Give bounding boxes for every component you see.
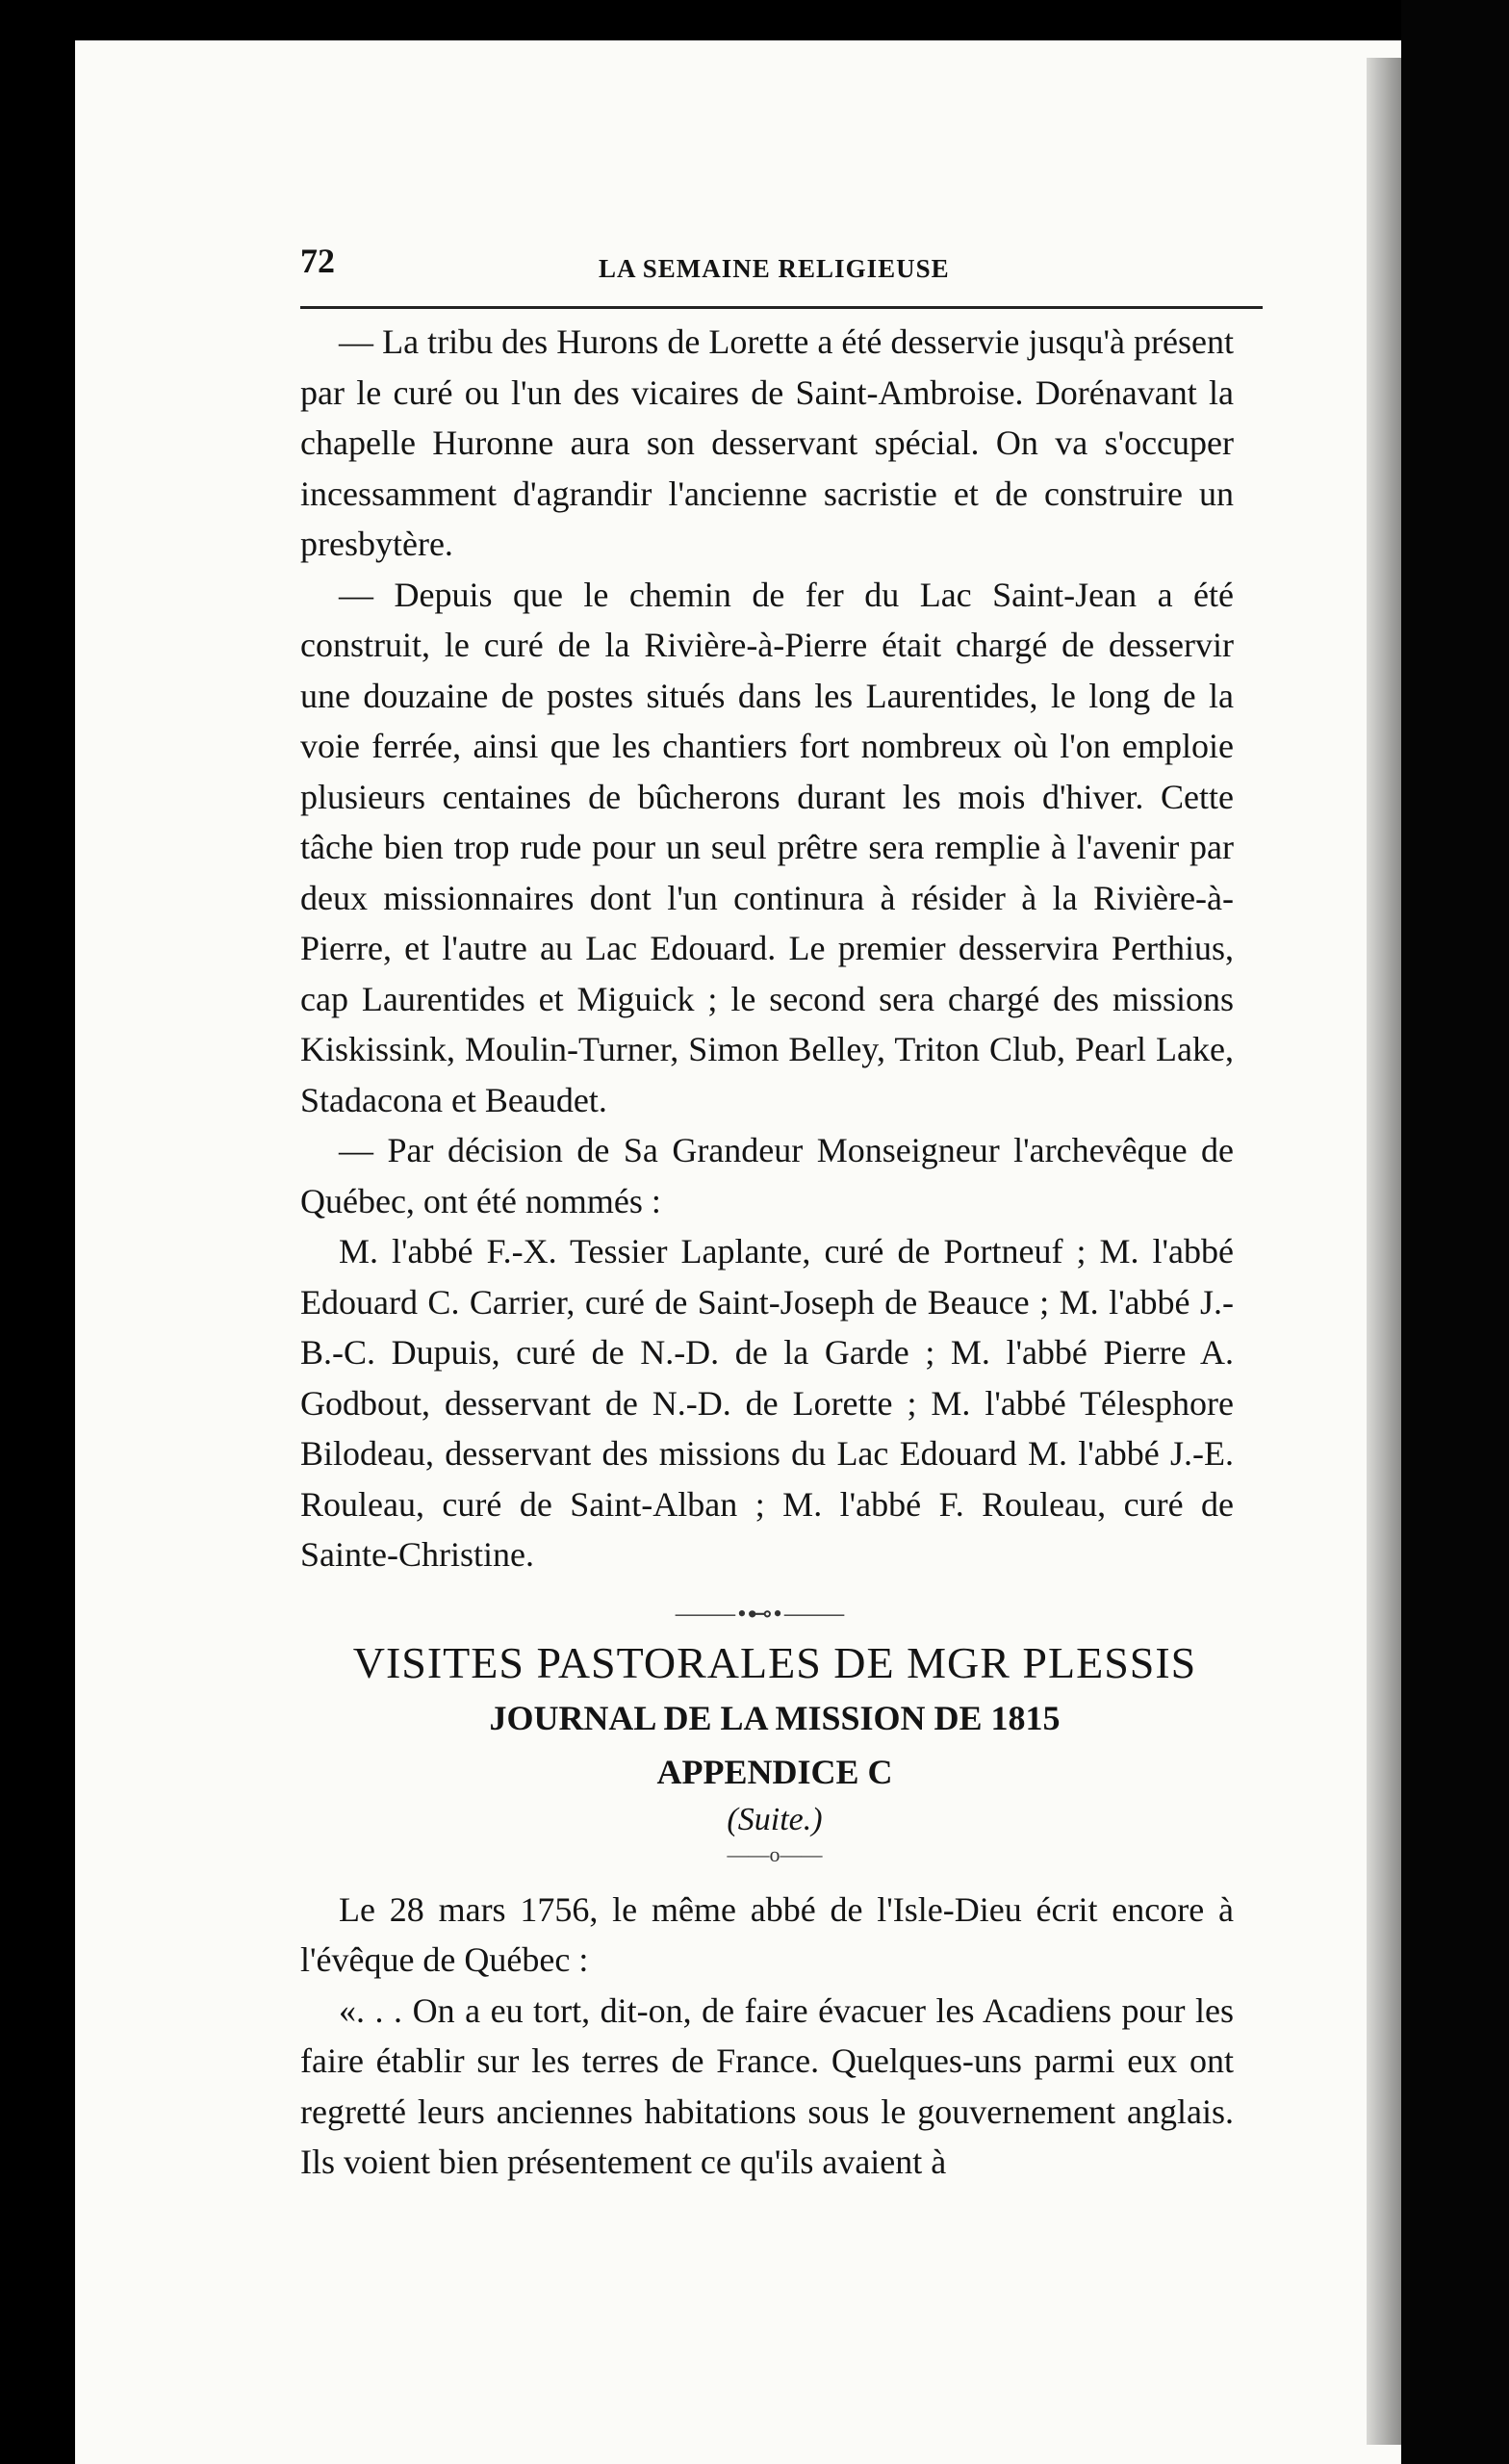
page-number: 72 [300,242,335,280]
appendix-body [271,1885,1234,2188]
news-paragraph-lac-saint-jean: — Depuis que le chemin de fer du Lac Saint-Jean a été construit, le curé de la Rivière-à-Pierre était chargé de desservir une douzaine de postes situés dans les Laurentides, le long de la voie ferrée, ainsi que les chantiers fort nombreux où l'on emploie plusieurs centaines de bûcherons durant les mois d'hiver. Cette tâche bien trop rude pour un seul prêtre sera remplie à l'avenir par deux missionnaires dont l'un continura à résider à la Rivière-à-Pierre, et l'autre au Lac Edouard. Le premier desservira Perthius, cap Laurentides et Miguick ; le second sera chargé des missions Kiskissink, Moulin-Turner, Simon Belley, Triton Club, Pearl Lake, Stadacona et Beaudet. [300,575,1234,1119]
appendix-paragraph-intro: Le 28 mars 1756, le même abbé de l'Isle-Dieu écrit encore à l'évêque de Québec : [300,1889,1234,1979]
scan-border [1401,0,1509,2464]
appendix-heading: APPENDICE C [656,1752,893,1791]
small-ornament: ——o—— [727,1841,823,1866]
section-ornament: ⸻•⊷•⸻ [674,1599,847,1628]
header-rule [300,306,1263,309]
suite-label: (Suite.) [727,1801,823,1837]
appendix-paragraph-quote: «. . . On a eu tort, dit-on, de faire évacuer les Acadiens pour les faire établir sur les terres de France. Quelques-uns parmi eux ont regretté leurs anciennes habitations sous le gouvernement anglais. Ils voient bien présentement ce qu'ils avaient à [300,1990,1234,2181]
page-edge-shadow [1367,58,1401,2445]
page-header [271,241,1249,296]
news-section [271,317,1234,1580]
section-subtitle: JOURNAL DE LA MISSION DE 1815 [489,1698,1061,1737]
news-paragraph-nominations: — Par décision de Sa Grandeur Monseigneur l'archevêque de Québec, ont été nommés : [300,1131,1234,1220]
running-head: LA SEMAINE RELIGIEUSE [599,254,950,283]
news-paragraph-appointees: M. l'abbé F.-X. Tessier Laplante, curé de Portneuf ; M. l'abbé Edouard C. Carrier, curé de Saint-Joseph de Beauce ; M. l'abbé J.-B.-C. Dupuis, curé de N.-D. de la Garde ; M. l'abbé Pierre A. Godbout, desservant de N.-D. de Lorette ; M. l'abbé Télesphore Bilodeau, desservant des missions du Lac Edouard M. l'abbé J.-E. Rouleau, curé de Saint-Alban ; M. l'abbé F. Rouleau, curé de Sainte-Christine. [300,1232,1234,1574]
news-paragraph-hurons: — La tribu des Hurons de Lorette a été desservie jusqu'à présent par le curé ou l'un des vicaires de Saint-Ambroise. Dorénavant la chapelle Huronne aura son desservant spécial. On va s'occuper incessamment d'agrandir l'ancienne sacristie et de construire un presbytère. [300,322,1234,563]
section-title: VISITES PASTORALES DE MGR PLESSIS [352,1637,1197,1687]
page-content [271,241,1249,2188]
